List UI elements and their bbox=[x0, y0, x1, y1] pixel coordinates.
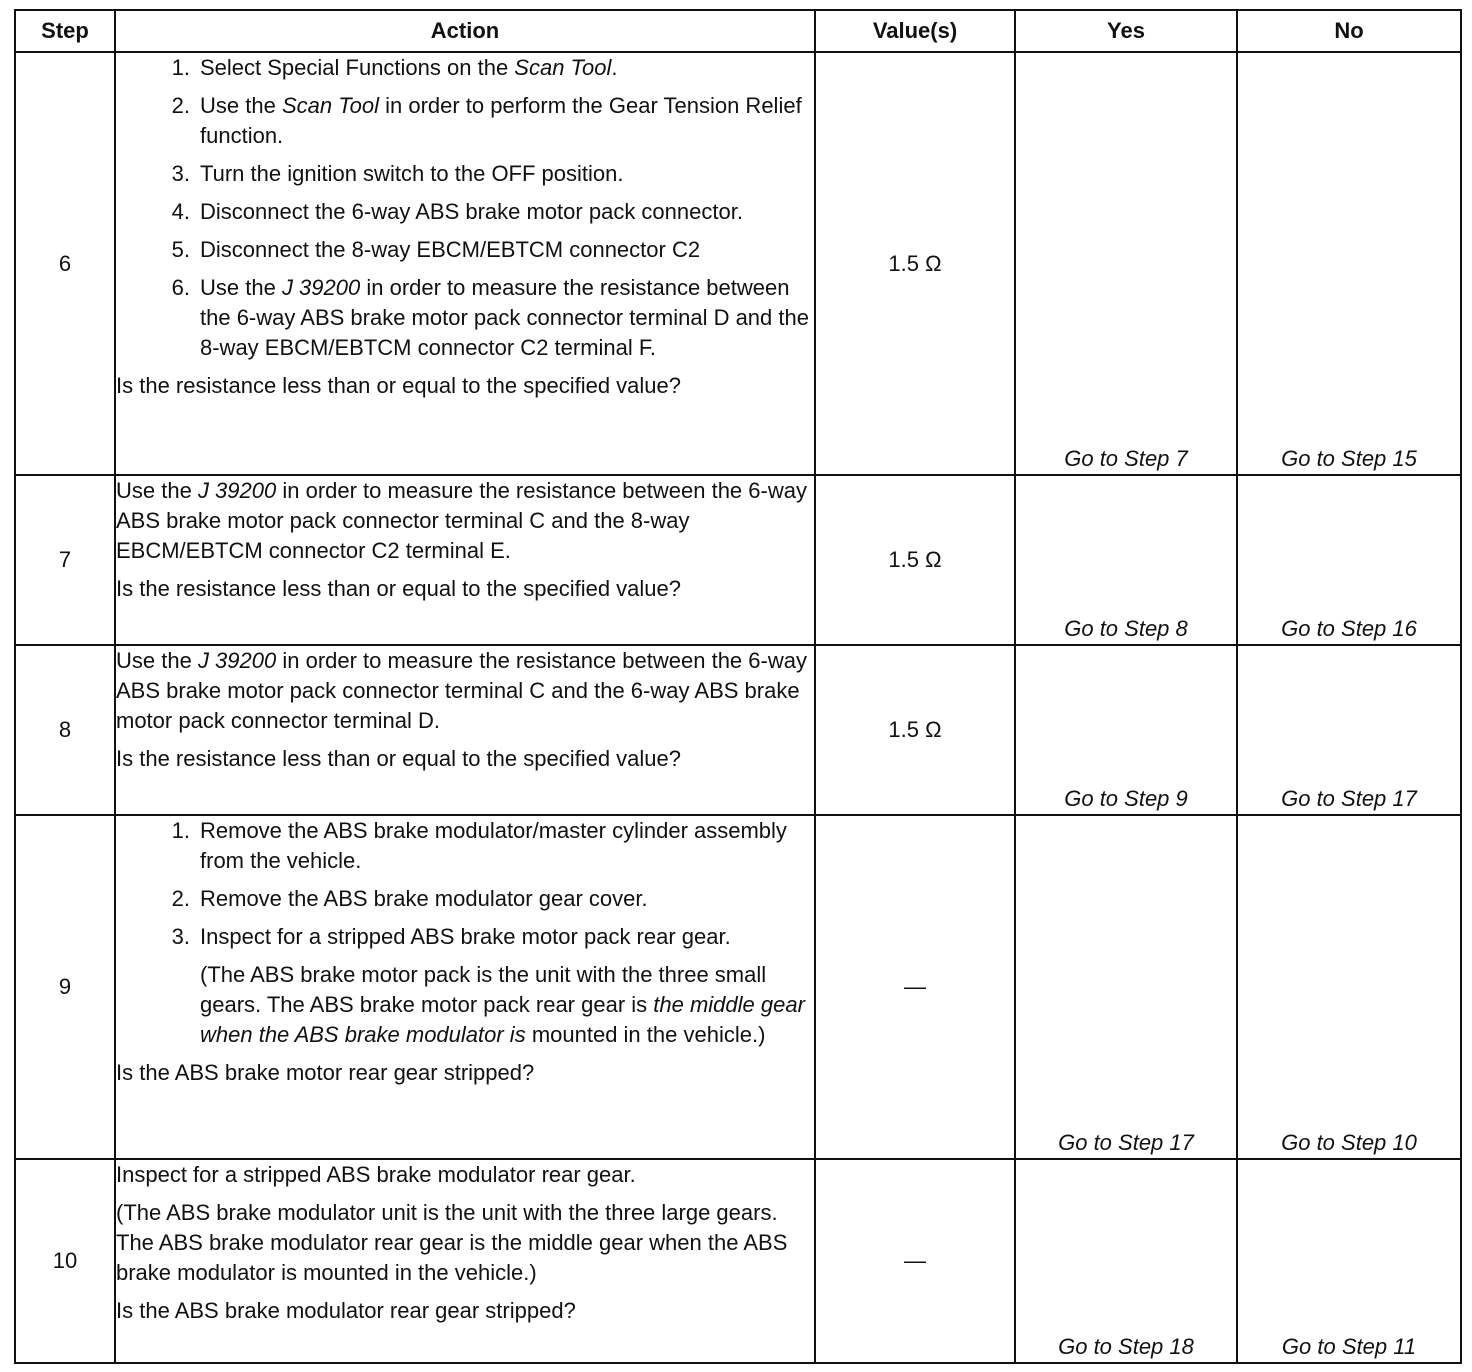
action-question: Is the resistance less than or equal to the specified value? bbox=[116, 576, 682, 601]
diagnostic-table bbox=[14, 9, 1462, 1364]
action-cell bbox=[115, 645, 815, 815]
value-cell: — bbox=[815, 815, 1015, 1159]
list-item: 3. Turn the ignition switch to the OFF position. bbox=[171, 161, 624, 186]
list-item: 2. Use the Scan Tool in order to perform the Gear Tension Relief function. bbox=[171, 93, 802, 148]
action-cell bbox=[115, 1159, 815, 1363]
action-cell bbox=[115, 475, 815, 645]
action-note: (The ABS brake modulator unit is the unit with the three large gears. The ABS brake modulator rear gear is the middle gear when the ABS brake modulator is mounted in the vehicle.) bbox=[116, 1200, 788, 1285]
list-item: 1. Select Special Functions on the Scan Tool. bbox=[171, 55, 618, 80]
header-yes: Yes bbox=[1015, 10, 1237, 52]
header-action: Action bbox=[115, 10, 815, 52]
action-text: Inspect for a stripped ABS brake modulator rear gear. bbox=[116, 1162, 636, 1187]
table-row-step-8 bbox=[15, 645, 1461, 815]
action-cell bbox=[115, 815, 815, 1159]
action-question: Is the ABS brake motor rear gear stripped? bbox=[116, 1060, 535, 1085]
value-cell: 1.5 Ω bbox=[815, 52, 1015, 475]
header-row bbox=[15, 10, 1461, 52]
no-cell: Go to Step 10 bbox=[1237, 815, 1461, 1159]
step-number: 6 bbox=[15, 52, 115, 475]
table-row-step-7 bbox=[15, 475, 1461, 645]
no-cell: Go to Step 17 bbox=[1237, 645, 1461, 815]
step-number: 10 bbox=[15, 1159, 115, 1363]
header-step: Step bbox=[15, 10, 115, 52]
list-item: 4. Disconnect the 6-way ABS brake motor pack connector. bbox=[171, 199, 743, 224]
action-question: Is the resistance less than or equal to the specified value? bbox=[116, 373, 682, 398]
action-list bbox=[116, 53, 814, 363]
no-cell: Go to Step 15 bbox=[1237, 52, 1461, 475]
value-cell: 1.5 Ω bbox=[815, 645, 1015, 815]
value-cell: 1.5 Ω bbox=[815, 475, 1015, 645]
action-list bbox=[116, 816, 814, 952]
list-item: 3. Inspect for a stripped ABS brake motor pack rear gear. bbox=[171, 924, 731, 949]
action-text: Use the J 39200 in order to measure the resistance between the 6-way ABS brake motor pack connector terminal C and the 8-way EBCM/EBTCM connector C2 terminal E. bbox=[116, 478, 807, 563]
action-text: Use the J 39200 in order to measure the resistance between the 6-way ABS brake motor pack connector terminal C and the 6-way ABS brake motor pack connector terminal D. bbox=[116, 648, 807, 733]
header-values: Value(s) bbox=[815, 10, 1015, 52]
yes-cell: Go to Step 18 bbox=[1015, 1159, 1237, 1363]
yes-cell: Go to Step 7 bbox=[1015, 52, 1237, 475]
no-cell: Go to Step 16 bbox=[1237, 475, 1461, 645]
value-cell: — bbox=[815, 1159, 1015, 1363]
step-number: 9 bbox=[15, 815, 115, 1159]
header-no: No bbox=[1237, 10, 1461, 52]
action-question: Is the ABS brake modulator rear gear stripped? bbox=[116, 1298, 576, 1323]
no-cell: Go to Step 11 bbox=[1237, 1159, 1461, 1363]
list-item: 2. Remove the ABS brake modulator gear cover. bbox=[171, 886, 648, 911]
step-number: 8 bbox=[15, 645, 115, 815]
yes-cell: Go to Step 17 bbox=[1015, 815, 1237, 1159]
action-note: (The ABS brake motor pack is the unit with the three small gears. The ABS brake motor pack rear gear is the middle gear when the ABS brake modulator is mounted in the vehicle.) bbox=[200, 962, 805, 1047]
table-row-step-10 bbox=[15, 1159, 1461, 1363]
action-cell bbox=[115, 52, 815, 475]
step-number: 7 bbox=[15, 475, 115, 645]
yes-cell: Go to Step 9 bbox=[1015, 645, 1237, 815]
list-item: 1. Remove the ABS brake modulator/master cylinder assembly from the vehicle. bbox=[171, 818, 787, 873]
table-row-step-6 bbox=[15, 52, 1461, 475]
table-row-step-9 bbox=[15, 815, 1461, 1159]
action-question: Is the resistance less than or equal to the specified value? bbox=[116, 746, 682, 771]
list-item: 6. Use the J 39200 in order to measure the resistance between the 6-way ABS brake motor pack connector terminal D and the 8-way EBCM/EBTCM connector C2 terminal F. bbox=[171, 275, 809, 360]
list-item: 5. Disconnect the 8-way EBCM/EBTCM connector C2 bbox=[171, 237, 701, 262]
yes-cell: Go to Step 8 bbox=[1015, 475, 1237, 645]
